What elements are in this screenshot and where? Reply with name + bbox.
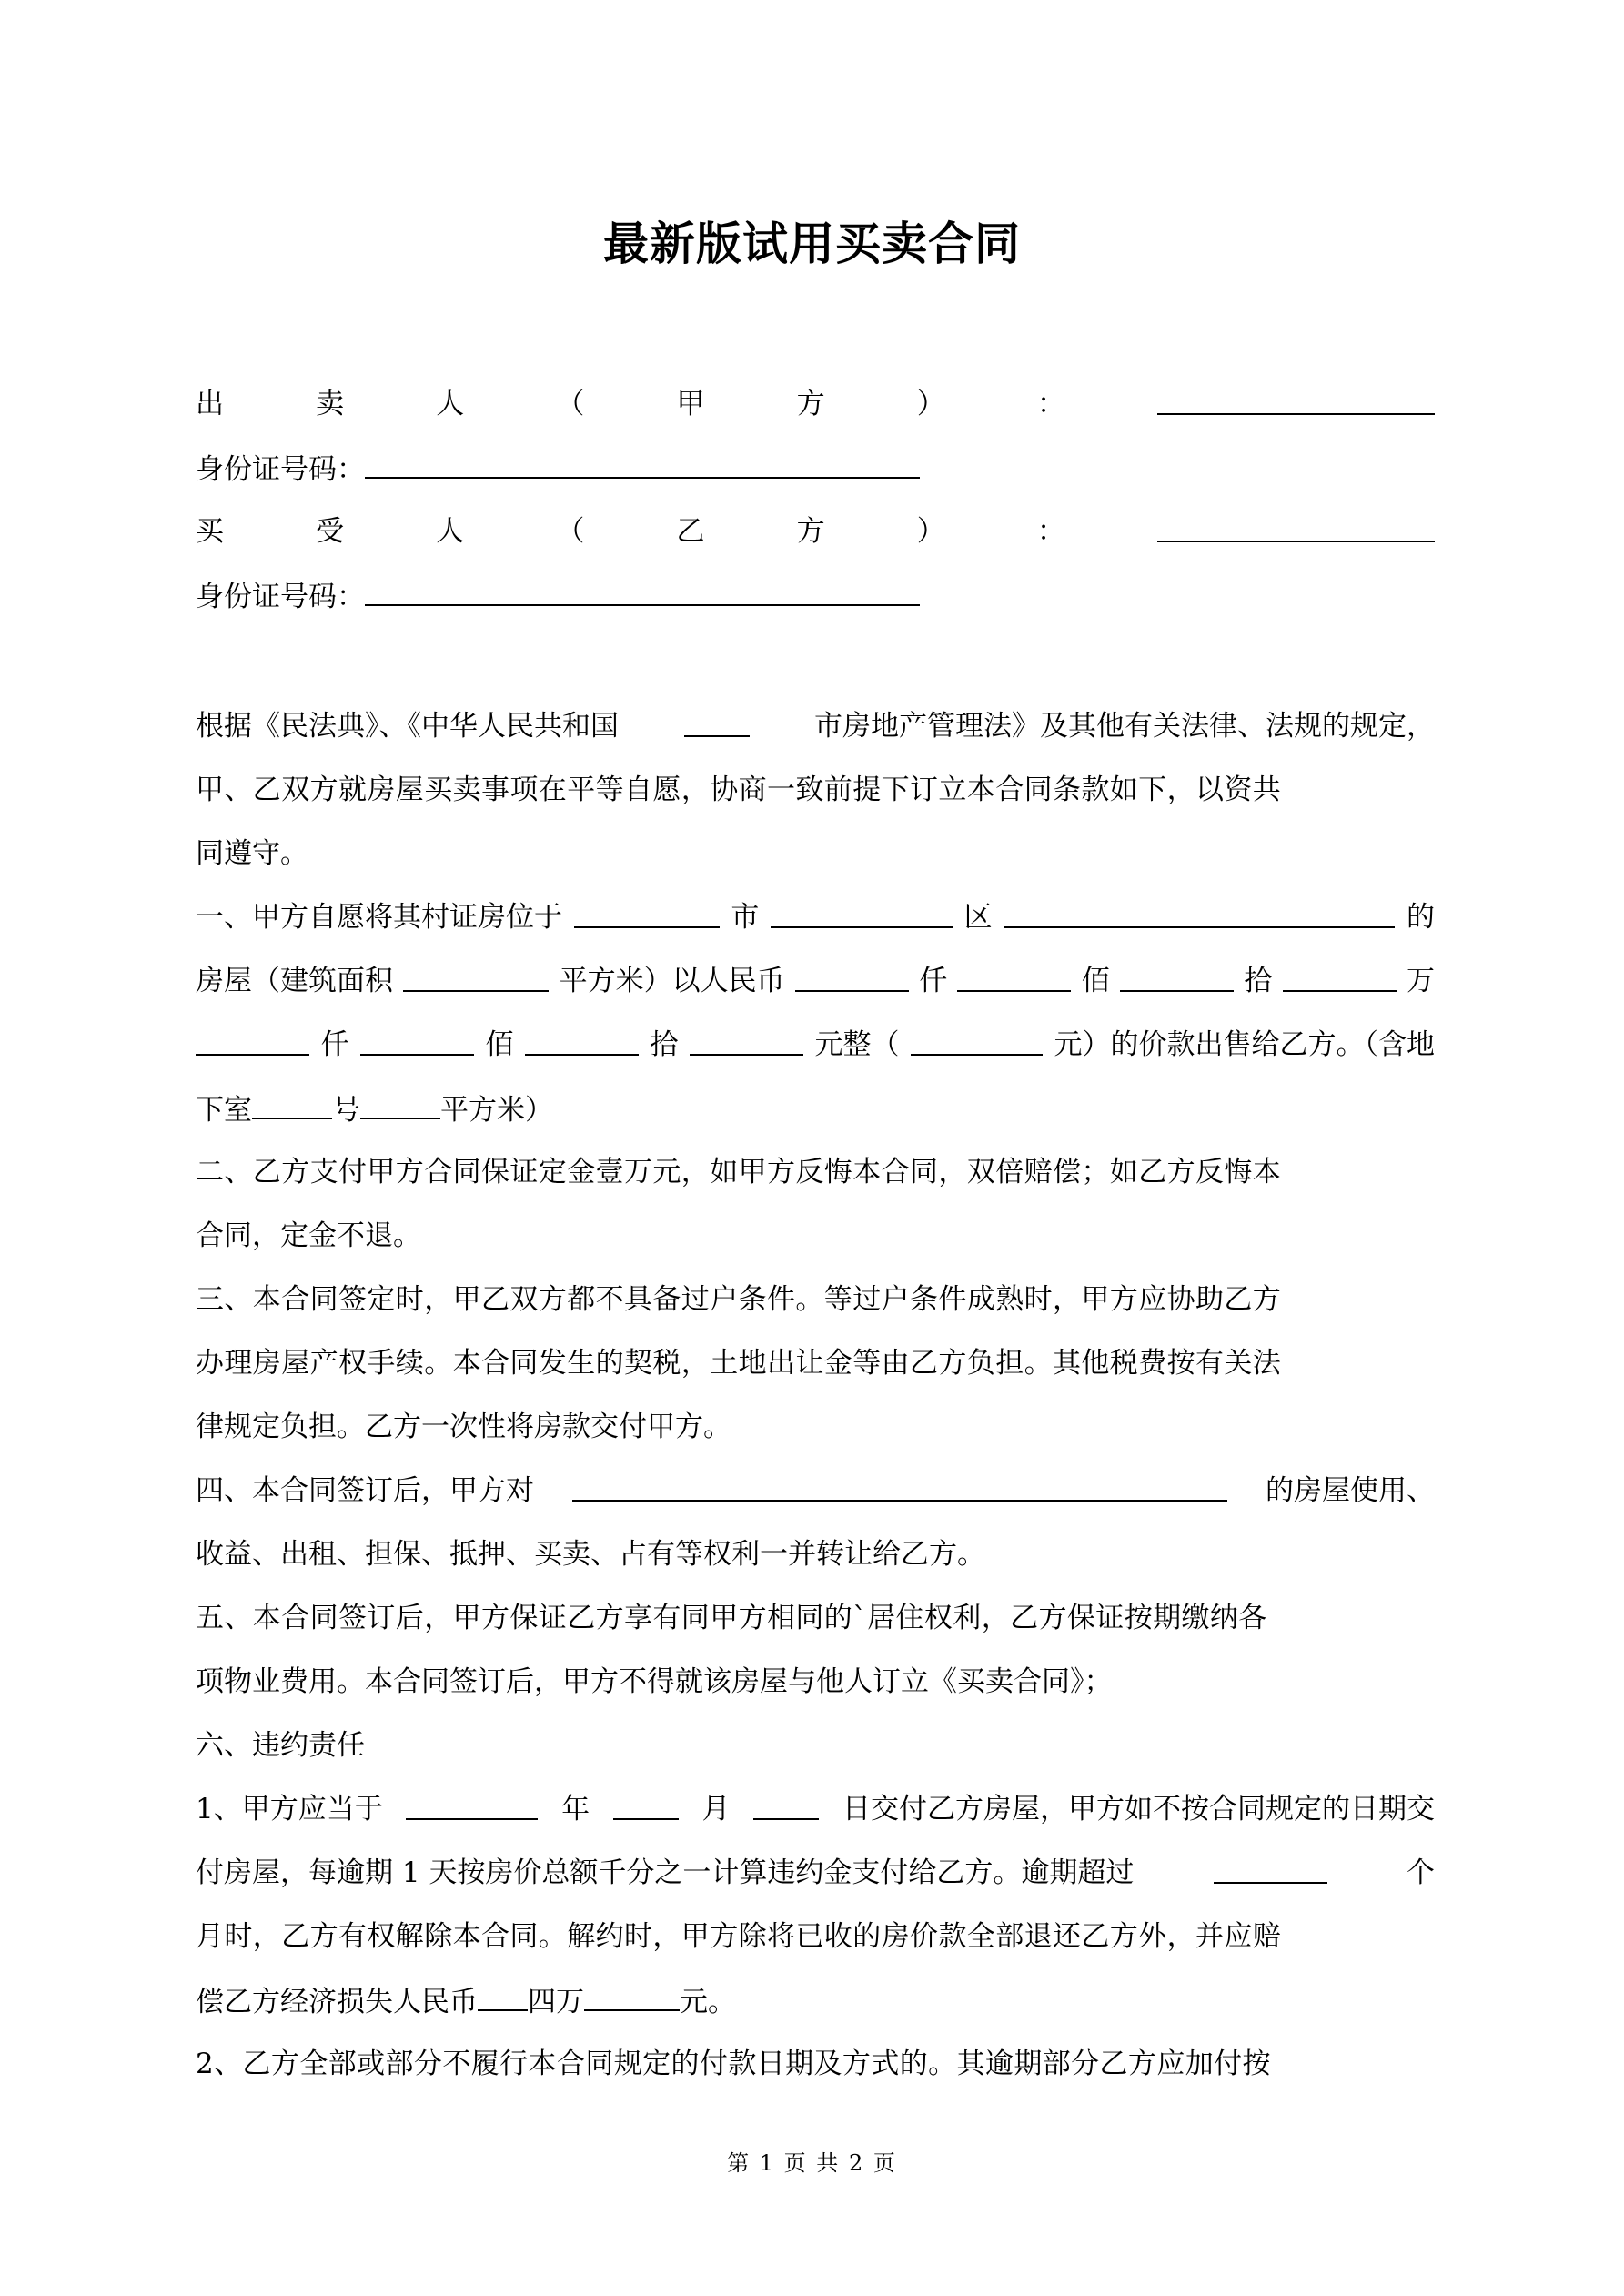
clause2-line-1: 二、乙方支付甲方合同保证定金壹万元，如甲方反悔本合同，双倍赔偿；如乙方反悔本 <box>196 1156 1282 1188</box>
delivery-day-blank[interactable] <box>753 1791 819 1820</box>
seller-label-char: ： <box>1036 388 1065 420</box>
seller-id-label: 身份证号码： <box>196 453 365 486</box>
property-blank[interactable] <box>572 1472 1227 1502</box>
clause-text: 元）的价款出售给乙方。（含地 <box>1054 1028 1435 1061</box>
seller-line <box>196 386 1435 422</box>
preamble-line-1 <box>196 708 1435 744</box>
clause6-p1-line-1 <box>196 1791 1435 1827</box>
clause-text: 佰 <box>485 1028 514 1061</box>
clause-text: 的 <box>1406 901 1435 934</box>
seller-label-char: ） <box>916 388 945 420</box>
clause1-line-3 <box>196 1027 1435 1063</box>
buyer-id-line <box>196 577 1435 615</box>
clause-text: 元整（ <box>814 1028 900 1061</box>
clause-text: 房屋（建筑面积 <box>196 965 393 997</box>
clause5-line-1: 五、本合同签订后，甲方保证乙方享有同甲方相同的`居住权利，乙方保证按期缴纳各 <box>196 1602 1267 1634</box>
clause3-line-3: 律规定负担。乙方一次性将房款交付甲方。 <box>196 1411 731 1443</box>
clause-text: 平方米） <box>440 1094 553 1127</box>
clause1-line-1 <box>196 899 1435 936</box>
price-shi-wan-blank[interactable] <box>1120 963 1234 992</box>
clause-text: 区 <box>963 901 993 934</box>
clause-text: 个 <box>1407 1856 1435 1889</box>
clause-text: 年 <box>561 1793 590 1826</box>
clause-text: 1、甲方应当于 <box>196 1793 383 1826</box>
basement-number-blank[interactable] <box>252 1090 332 1119</box>
price-bai-blank[interactable] <box>360 1027 474 1056</box>
buyer-label-char: （ <box>556 515 585 548</box>
clause-text: 月 <box>701 1793 731 1826</box>
compensation-blank-1[interactable] <box>478 1982 528 2011</box>
clause6-p1-line-2 <box>196 1855 1435 1891</box>
clause-text: 的房屋使用、 <box>1266 1474 1435 1507</box>
price-qian-wan-blank[interactable] <box>795 963 909 992</box>
seller-label-char: 人 <box>436 388 465 420</box>
delivery-month-blank[interactable] <box>613 1791 679 1820</box>
buyer-id-blank[interactable] <box>365 577 920 606</box>
buyer-label-char: 人 <box>436 515 465 548</box>
clause-text: 仟 <box>320 1028 349 1061</box>
clause3-line-2: 办理房屋产权手续。本合同发生的契税，土地出让金等由乙方负担。其他税费按有关法 <box>196 1347 1282 1380</box>
buyer-label-char: ： <box>1036 515 1065 548</box>
buyer-label-char: 受 <box>316 515 345 548</box>
clause5-line-2: 项物业费用。本合同签订后，甲方不得就该房屋与他人订立《买卖合同》； <box>196 1665 1113 1698</box>
basement-area-blank[interactable] <box>360 1090 440 1119</box>
buyer-id-label: 身份证号码： <box>196 581 365 613</box>
location-city-blank[interactable] <box>574 899 720 928</box>
seller-label-char: （ <box>556 388 585 420</box>
preamble-text: 市房地产管理法》及其他有关法律、法规的规定， <box>814 710 1435 743</box>
preamble-line-2: 甲、乙双方就房屋买卖事项在平等自愿，协商一致前提下订立本合同条款如下，以资共 <box>196 774 1282 806</box>
clause6-p1-line-3: 月时，乙方有权解除本合同。解约时，甲方除将已收的房价款全部退还乙方外，并应赔 <box>196 1920 1282 1953</box>
clause-text: 偿乙方经济损失人民币 <box>196 1986 478 2018</box>
clause-text: 付房屋，每逾期 1 天按房价总额千分之一计算违约金支付给乙方。逾期超过 <box>196 1856 1135 1889</box>
clause4-line-1 <box>196 1472 1435 1509</box>
clause6-p2-line-1: 2、乙方全部或部分不履行本合同规定的付款日期及方式的。其逾期部分乙方应加付按 <box>196 2048 1271 2080</box>
compensation-amount: 四万 <box>528 1986 584 2018</box>
clause1-line-4 <box>196 1090 1435 1128</box>
clause1-line-2 <box>196 963 1435 999</box>
buyer-line <box>196 513 1435 550</box>
page-footer: 第 1 页 共 2 页 <box>727 2150 897 2176</box>
buyer-name-blank[interactable] <box>1157 513 1435 542</box>
clause-text: 市 <box>731 901 760 934</box>
clause-text: 下室 <box>196 1094 252 1127</box>
city-blank[interactable] <box>684 708 750 737</box>
clause-text: 日交付乙方房屋，甲方如不按合同规定的日期交 <box>842 1793 1435 1826</box>
clause3-line-1: 三、本合同签定时，甲乙双方都不具备过户条件。等过户条件成熟时，甲方应协助乙方 <box>196 1283 1282 1316</box>
document-title: 最新版试用买卖合同 <box>603 217 1021 270</box>
price-qian-blank[interactable] <box>196 1027 309 1056</box>
seller-name-blank[interactable] <box>1157 386 1435 415</box>
clause-text: 仟 <box>919 965 948 997</box>
clause6-p1-line-4 <box>196 1982 1435 2020</box>
seller-id-line <box>196 450 1435 488</box>
preamble-text: 根据《民法典》、《中华人民共和国 <box>196 710 619 743</box>
overdue-months-blank[interactable] <box>1214 1855 1327 1884</box>
clause6-heading: 六、违约责任 <box>196 1729 365 1762</box>
clause-text: 拾 <box>1244 965 1273 997</box>
price-yuan-blank[interactable] <box>690 1027 803 1056</box>
seller-label-char: 卖 <box>316 388 345 420</box>
clause-text: 元。 <box>680 1986 736 2018</box>
seller-label-char: 甲 <box>676 388 705 420</box>
buyer-label-char: 买 <box>196 515 224 548</box>
buyer-label-char: ） <box>916 515 945 548</box>
clause-text: 一、甲方自愿将其村证房位于 <box>196 901 562 934</box>
price-bai-wan-blank[interactable] <box>957 963 1071 992</box>
price-shi-blank[interactable] <box>525 1027 639 1056</box>
seller-label-char: 出 <box>196 388 224 420</box>
seller-label-char: 方 <box>796 388 825 420</box>
location-district-blank[interactable] <box>771 899 953 928</box>
buyer-label-char: 方 <box>796 515 825 548</box>
clause-text: 平方米）以人民币 <box>559 965 785 997</box>
price-wan-blank[interactable] <box>1283 963 1397 992</box>
buyer-label-char: 乙 <box>676 515 705 548</box>
clause-text: 佰 <box>1081 965 1110 997</box>
clause4-line-2: 收益、出租、担保、抵押、买卖、占有等权利一并转让给乙方。 <box>196 1538 985 1571</box>
location-address-blank[interactable] <box>1004 899 1395 928</box>
price-numeric-blank[interactable] <box>911 1027 1043 1056</box>
compensation-blank-2[interactable] <box>584 1982 680 2011</box>
seller-id-blank[interactable] <box>365 450 920 479</box>
preamble-line-3: 同遵守。 <box>196 837 308 870</box>
area-blank[interactable] <box>403 963 549 992</box>
clause-text: 号 <box>332 1094 360 1127</box>
clause-text: 四、本合同签订后，甲方对 <box>196 1474 534 1507</box>
clause-text: 拾 <box>650 1028 679 1061</box>
clause-text: 万 <box>1406 965 1435 997</box>
clause2-line-2: 合同，定金不退。 <box>196 1219 421 1252</box>
delivery-year-blank[interactable] <box>406 1791 538 1820</box>
